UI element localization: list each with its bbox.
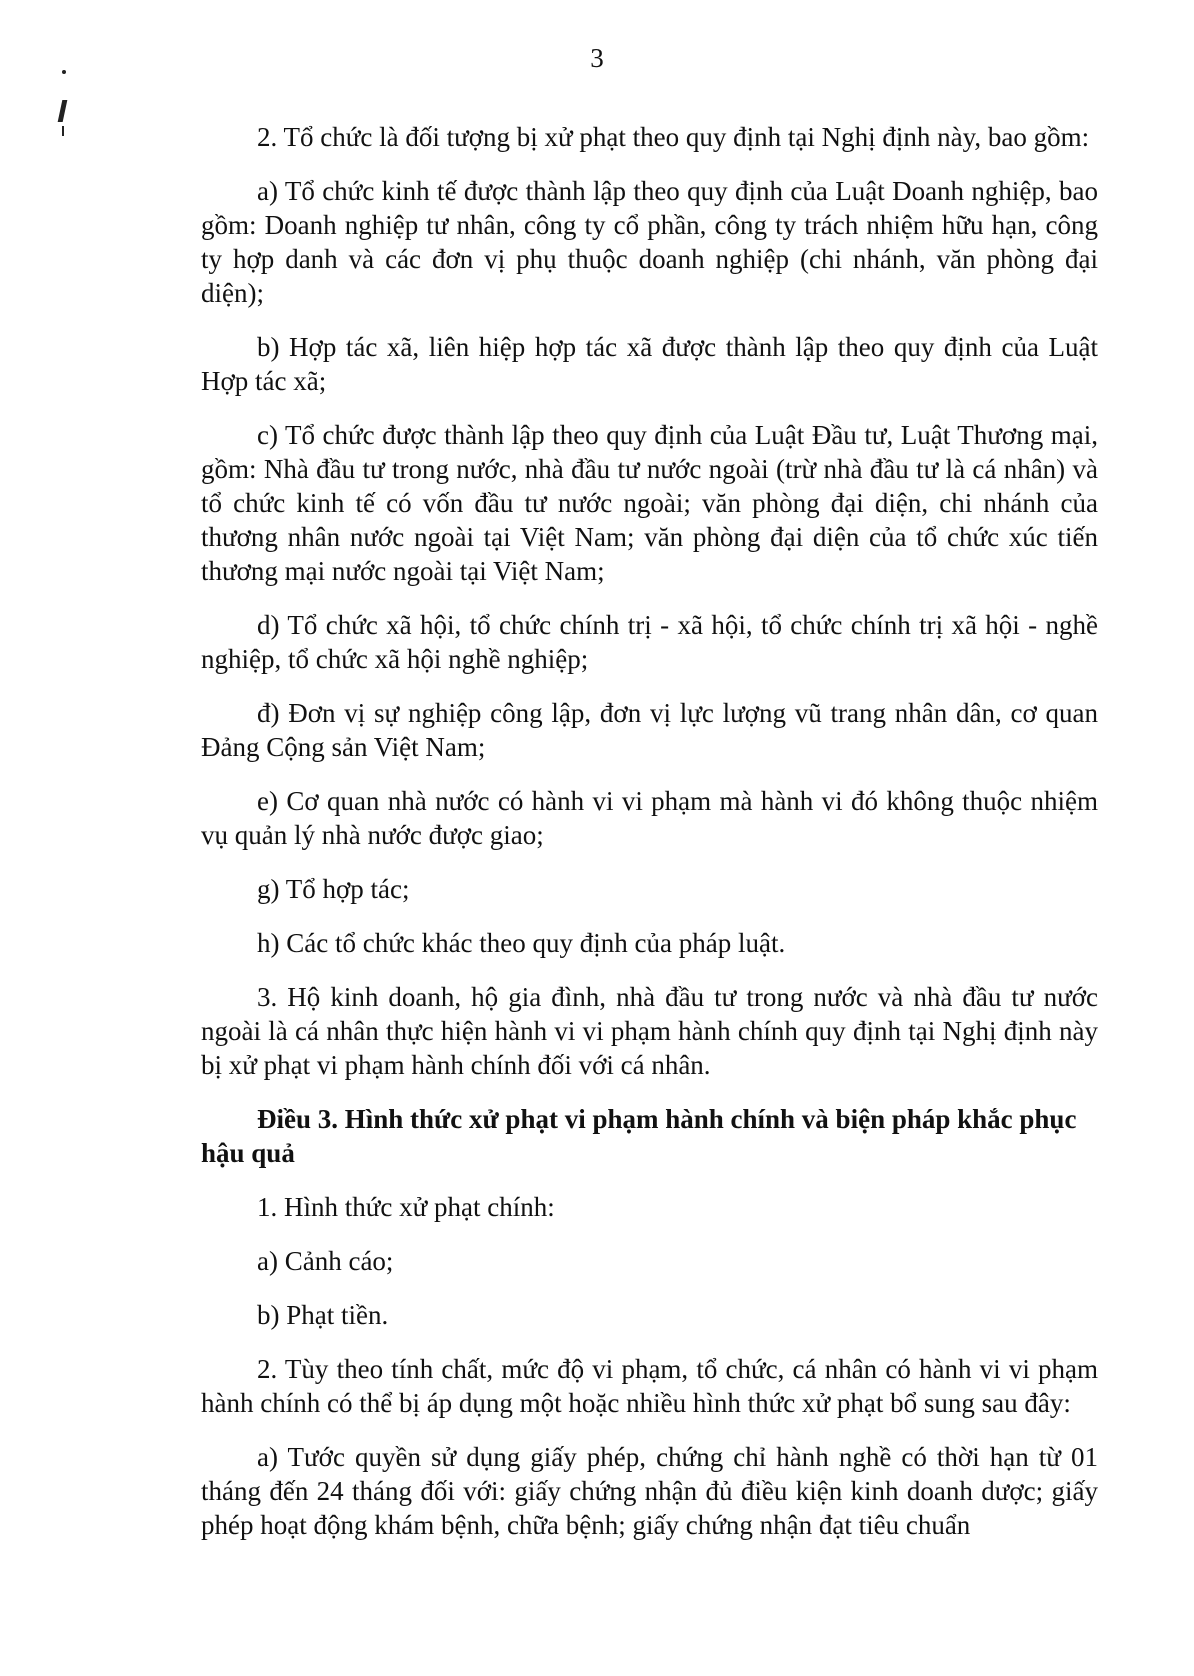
paragraph: 1. Hình thức xử phạt chính: bbox=[257, 1192, 555, 1222]
scan-mark bbox=[62, 70, 66, 74]
paragraph: 2. Tổ chức là đối tượng bị xử phạt theo quy định tại Nghị định này, bao gồm: bbox=[257, 122, 1090, 152]
paragraph: e) Cơ quan nhà nước có hành vi vi phạm mà hành vi đó không thuộc nhiệm vụ quản lý nhà nước được giao; bbox=[201, 786, 1098, 850]
paragraph: đ) Đơn vị sự nghiệp công lập, đơn vị lực lượng vũ trang nhân dân, cơ quan Đảng Cộng sản Việt Nam; bbox=[201, 698, 1098, 762]
paragraph: g) Tổ hợp tác; bbox=[257, 874, 410, 904]
document-body bbox=[201, 120, 1098, 1562]
article-heading: Điều 3. Hình thức xử phạt vi phạm hành chính và biện pháp khắc phục hậu quả bbox=[201, 1104, 1077, 1168]
paragraph: 2. Tùy theo tính chất, mức độ vi phạm, tổ chức, cá nhân có hành vi vi phạm hành chính có thể bị áp dụng một hoặc nhiều hình thức xử phạt bổ sung sau đây: bbox=[201, 1354, 1098, 1418]
paragraph: a) Cảnh cáo; bbox=[257, 1246, 394, 1276]
paragraph: 3. Hộ kinh doanh, hộ gia đình, nhà đầu tư trong nước và nhà đầu tư nước ngoài là cá nhân thực hiện hành vi vi phạm hành chính quy định tại Nghị định này bị xử phạt vi phạm hành chính đối với cá nhân. bbox=[201, 982, 1098, 1080]
paragraph: a) Tổ chức kinh tế được thành lập theo quy định của Luật Doanh nghiệp, bao gồm: Doanh nghiệp tư nhân, công ty cổ phần, công ty trách nhiệm hữu hạn, công ty hợp danh và các đơn vị phụ thuộc doanh nghiệp (chi nhánh, văn phòng đại diện); bbox=[201, 176, 1098, 308]
paragraph: d) Tổ chức xã hội, tổ chức chính trị - xã hội, tổ chức chính trị xã hội - nghề nghiệp, tổ chức xã hội nghề nghiệp; bbox=[201, 610, 1098, 674]
page-number: 3 bbox=[590, 43, 604, 73]
paragraph: b) Phạt tiền. bbox=[257, 1300, 389, 1330]
paragraph: b) Hợp tác xã, liên hiệp hợp tác xã được thành lập theo quy định của Luật Hợp tác xã; bbox=[201, 332, 1098, 396]
scan-mark bbox=[62, 126, 64, 136]
paragraph: a) Tước quyền sử dụng giấy phép, chứng chỉ hành nghề có thời hạn từ 01 tháng đến 24 tháng đối với: giấy chứng nhận đủ điều kiện kinh doanh dược; giấy phép hoạt động khám bệnh, chữa bệnh; giấy chứng nhận đạt tiêu chuẩn bbox=[201, 1442, 1098, 1540]
paragraph: c) Tổ chức được thành lập theo quy định của Luật Đầu tư, Luật Thương mại, gồm: Nhà đầu tư trong nước, nhà đầu tư nước ngoài (trừ nhà đầu tư là cá nhân) và tổ chức kinh tế có vốn đầu tư nước ngoài; văn phòng đại diện, chi nhánh của thương nhân nước ngoài tại Việt Nam; văn phòng đại diện của tổ chức xúc tiến thương mại nước ngoài tại Việt Nam; bbox=[201, 420, 1098, 586]
paragraph: h) Các tổ chức khác theo quy định của pháp luật. bbox=[257, 928, 786, 958]
scan-mark bbox=[58, 100, 68, 122]
